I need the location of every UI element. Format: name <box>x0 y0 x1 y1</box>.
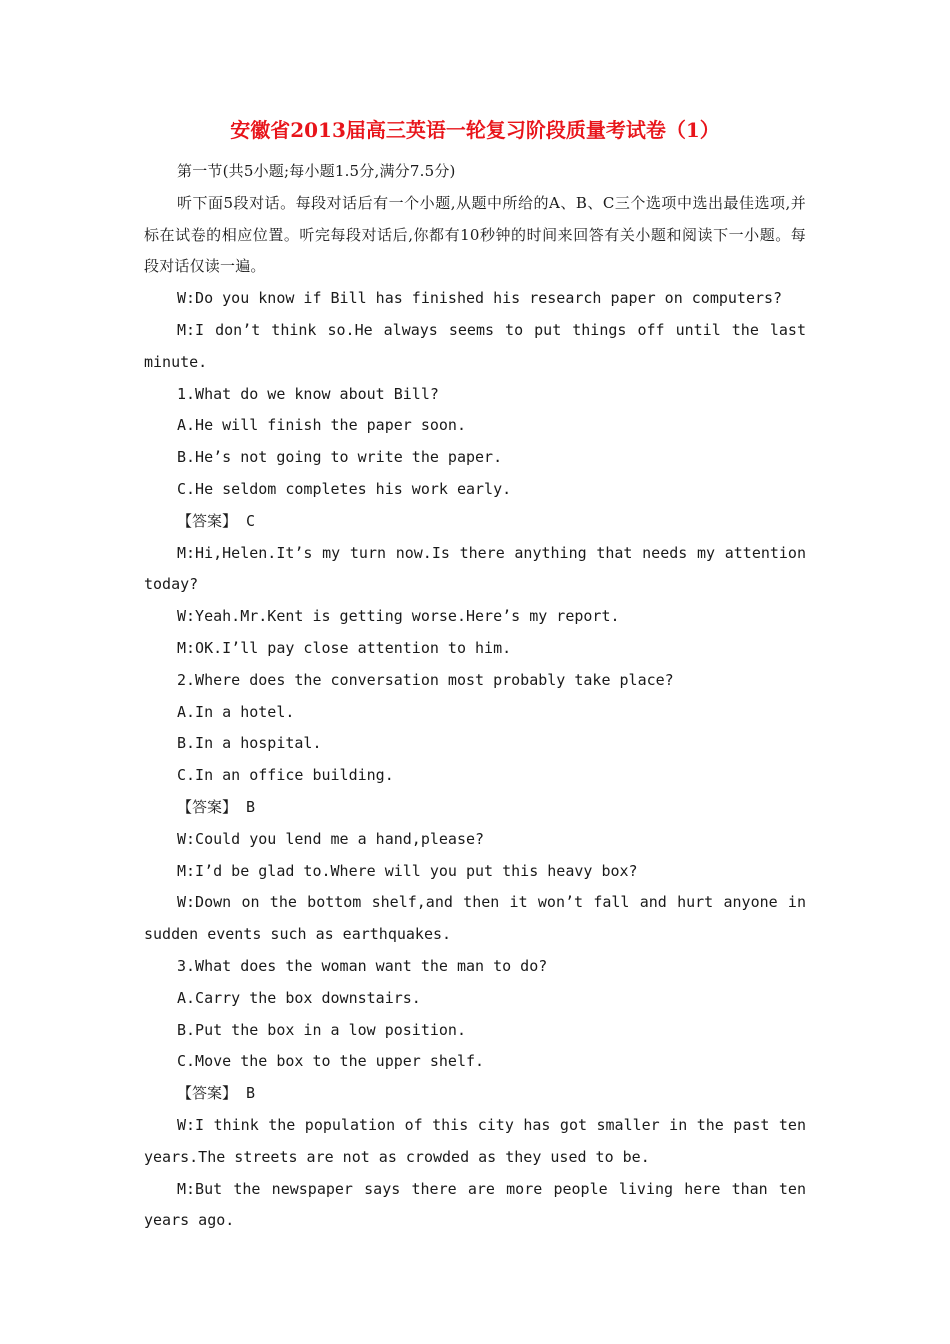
answer-line: 【答案】 C <box>177 511 256 530</box>
dialogue-line: M:Hi,Helen.It’s my turn now.Is there anything that needs my attention today? <box>144 543 806 594</box>
dialogue-line: W:Do you know if Bill has finished his research paper on computers? <box>177 289 783 308</box>
answer-line: 【答案】 B <box>177 797 256 816</box>
dialogue-line: W:Yeah.Mr.Kent is getting worse.Here’s my report. <box>177 607 620 626</box>
answer-line: 【答案】 B <box>177 1084 256 1103</box>
option-line: C.Move the box to the upper shelf. <box>177 1052 485 1071</box>
option-line: A.In a hotel. <box>177 702 295 721</box>
document-body <box>144 156 806 1237</box>
option-line: B.Put the box in a low position. <box>177 1020 466 1039</box>
dialogue-line: M:OK.I’ll pay close attention to him. <box>177 638 512 657</box>
dialogue-line: M:But the newspaper says there are more people living here than ten years ago. <box>144 1179 806 1230</box>
option-line: A.He will finish the paper soon. <box>177 416 466 435</box>
document-title: 安徽省2013届高三英语一轮复习阶段质量考试卷（1） <box>230 118 720 142</box>
option-line: C.He seldom completes his work early. <box>177 479 512 498</box>
option-line: A.Carry the box downstairs. <box>177 988 421 1007</box>
dialogue-line: M:I don’t think so.He always seems to put things off until the last minute. <box>144 320 806 371</box>
option-line: C.In an office building. <box>177 766 394 785</box>
question-line: 1.What do we know about Bill? <box>177 384 439 403</box>
dialogue-line: W:Could you lend me a hand,please? <box>177 829 485 848</box>
dialogue-line: W:I think the population of this city has got smaller in the past ten years.The streets are not as crowded as they used to be. <box>144 1115 806 1166</box>
dialogue-line: M:I’d be glad to.Where will you put this heavy box? <box>177 861 638 880</box>
instructions-paragraph: 听下面5段对话。每段对话后有一个小题,从题中所给的A、B、C三个选项中选出最佳选项,并标在试卷的相应位置。听完每段对话后,你都有10秒钟的时间来回答有关小题和阅读下一小题。每段对话仅读一遍。 <box>144 193 806 276</box>
option-line: B.In a hospital. <box>177 734 322 753</box>
question-line: 3.What does the woman want the man to do? <box>177 956 548 975</box>
section-header: 第一节(共5小题;每小题1.5分,满分7.5分) <box>177 162 456 180</box>
question-line: 2.Where does the conversation most probably take place? <box>177 670 674 689</box>
dialogue-line: W:Down on the bottom shelf,and then it won’t fall and hurt anyone in sudden events such as earthquakes. <box>144 893 806 944</box>
option-line: B.He’s not going to write the paper. <box>177 448 503 467</box>
